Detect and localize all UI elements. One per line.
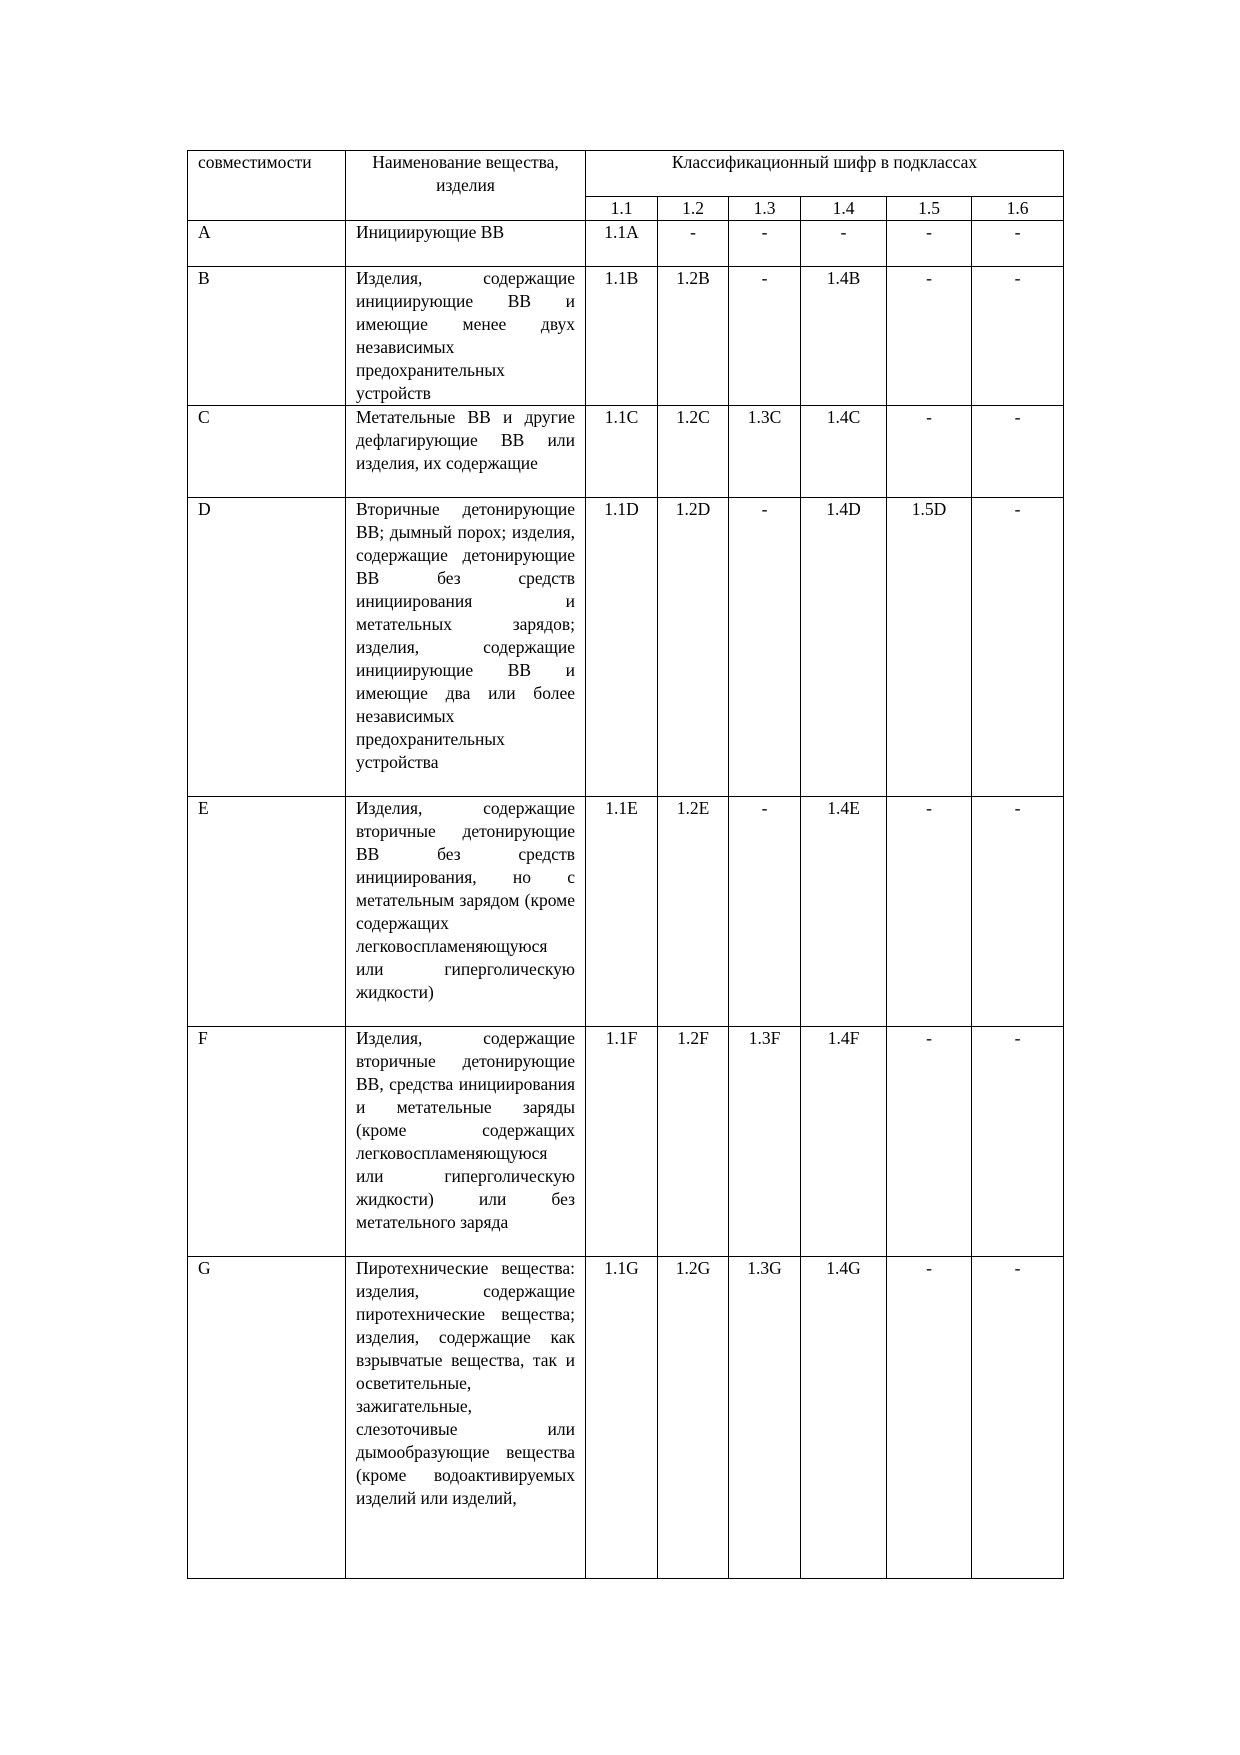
header-subclass-1-1: 1.1: [586, 197, 658, 221]
code-cell: 1.3C: [729, 406, 801, 498]
group-cell: F: [188, 1027, 346, 1257]
code-cell: 1.4D: [801, 498, 887, 797]
header-subclass-1-2: 1.2: [658, 197, 729, 221]
code-cell: -: [972, 221, 1064, 267]
code-cell: 1.1F: [586, 1027, 658, 1257]
name-cell: [346, 498, 586, 797]
table-header-row: [188, 151, 1064, 197]
classification-table: [187, 150, 1064, 1579]
code-cell: 1.2D: [658, 498, 729, 797]
header-subclass-1-4: 1.4: [801, 197, 887, 221]
table-row: [188, 267, 1064, 406]
group-cell: A: [188, 221, 346, 267]
code-cell: -: [887, 1027, 972, 1257]
code-cell: -: [658, 221, 729, 267]
code-cell: 1.4B: [801, 267, 887, 406]
header-compatibility: совместимости: [188, 151, 346, 221]
code-cell: 1.1A: [586, 221, 658, 267]
code-cell: 1.5D: [887, 498, 972, 797]
code-cell: 1.2F: [658, 1027, 729, 1257]
code-cell: 1.1E: [586, 797, 658, 1027]
code-cell: 1.4E: [801, 797, 887, 1027]
code-cell: 1.2E: [658, 797, 729, 1027]
name-text: Изделия, содержащие вторичные детонирующие ВВ, средства инициирования и метательные заряды (кроме содержащих легковоспламеняющуюся или гиперголическую жидкости) или без метательного заряда: [356, 1028, 575, 1232]
code-cell: 1.3F: [729, 1027, 801, 1257]
table-row: [188, 221, 1064, 267]
name-text: Метательные ВВ и другие дефлагирующие ВВ или изделия, их содержащие: [356, 407, 575, 473]
code-cell: -: [972, 1027, 1064, 1257]
code-cell: 1.2C: [658, 406, 729, 498]
code-cell: -: [729, 498, 801, 797]
code-cell: -: [887, 221, 972, 267]
table-row: [188, 1257, 1064, 1579]
code-cell: -: [887, 406, 972, 498]
header-classification-code: Классификационный шифр в подклассах: [586, 151, 1064, 197]
code-cell: -: [972, 1257, 1064, 1579]
name-cell: [346, 797, 586, 1027]
code-cell: 1.2G: [658, 1257, 729, 1579]
code-cell: -: [729, 221, 801, 267]
code-cell: -: [972, 267, 1064, 406]
code-cell: -: [729, 797, 801, 1027]
name-text: Пиротехнические вещества: изделия, содержащие пиротехнические вещества; изделия, содержащие как взрывчатые вещества, так и осветительные, зажигательные, слезоточивые или дымообразующие вещества (кроме водоактивируемых изделий или изделий,: [356, 1258, 575, 1508]
code-cell: -: [729, 267, 801, 406]
code-cell: 1.1G: [586, 1257, 658, 1579]
table-row: [188, 406, 1064, 498]
group-cell: B: [188, 267, 346, 406]
code-cell: -: [887, 797, 972, 1027]
name-text: Изделия, содержащие инициирующие ВВ и имеющие менее двух независимых предохранительных устройств: [356, 268, 575, 403]
header-subclass-1-3: 1.3: [729, 197, 801, 221]
table-row: [188, 498, 1064, 797]
code-cell: -: [972, 498, 1064, 797]
code-cell: 1.1C: [586, 406, 658, 498]
name-cell: [346, 221, 586, 267]
header-subclass-1-6: 1.6: [972, 197, 1064, 221]
code-cell: -: [887, 267, 972, 406]
header-name: Наименование вещества, изделия: [346, 151, 586, 221]
table-row: [188, 1027, 1064, 1257]
name-text: Вторичные детонирующие ВВ; дымный порох; изделия, содержащие детонирующие ВВ без средств инициирования и метательных зарядов; изделия, содержащие инициирующие ВВ и имеющие два или более независимых предохранительных устройства: [356, 499, 575, 772]
name-text: Инициирующие ВВ: [356, 222, 505, 242]
code-cell: -: [801, 221, 887, 267]
code-cell: 1.4C: [801, 406, 887, 498]
code-cell: -: [887, 1257, 972, 1579]
code-cell: 1.2B: [658, 267, 729, 406]
name-cell: [346, 1257, 586, 1579]
code-cell: 1.4G: [801, 1257, 887, 1579]
code-cell: 1.1B: [586, 267, 658, 406]
name-cell: [346, 1027, 586, 1257]
group-cell: G: [188, 1257, 346, 1579]
name-text: Изделия, содержащие вторичные детонирующие ВВ без средств инициирования, но с метательным зарядом (кроме содержащих легковоспламеняющуюся или гиперголическую жидкости): [356, 798, 575, 1002]
code-cell: 1.3G: [729, 1257, 801, 1579]
code-cell: 1.1D: [586, 498, 658, 797]
group-cell: C: [188, 406, 346, 498]
name-cell: [346, 267, 586, 406]
name-cell: [346, 406, 586, 498]
table-row: [188, 797, 1064, 1027]
group-cell: D: [188, 498, 346, 797]
header-subclass-1-5: 1.5: [887, 197, 972, 221]
group-cell: E: [188, 797, 346, 1027]
code-cell: -: [972, 797, 1064, 1027]
code-cell: 1.4F: [801, 1027, 887, 1257]
code-cell: -: [972, 406, 1064, 498]
